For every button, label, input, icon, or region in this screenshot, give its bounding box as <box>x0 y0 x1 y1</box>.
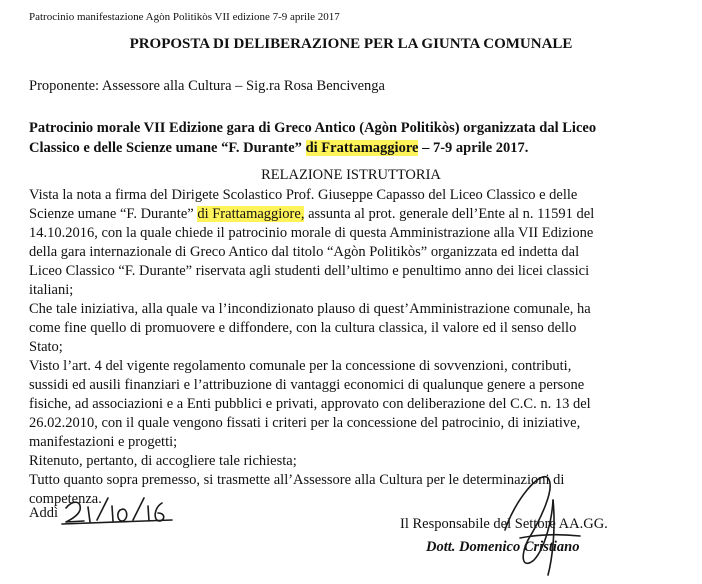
signature-name: Dott. Domenico Cristiano <box>426 539 580 555</box>
proponent-line: Proponente: Assessore alla Cultura – Sig.ra Rosa Bencivenga <box>29 78 385 94</box>
signature-scrawl <box>505 477 580 575</box>
subject-highlight: di Frattamaggiore <box>305 140 419 156</box>
body-highlight: di Frattamaggiore, <box>197 206 305 222</box>
subject-line-2-text-a: Classico e delle Scienze umane “F. Durante” <box>29 140 306 156</box>
body-line-11: sussidi ed ausili finanziari e l’attribuzione di vantaggi economici di qualunque genere a persone <box>29 377 585 393</box>
subject-line-2-text-b: – 7-9 aprile 2017. <box>418 140 529 156</box>
body-line-9: Stato; <box>29 339 63 355</box>
body-line-17: competenza. <box>29 491 102 507</box>
body-line-8: come fine quello di promuovere e diffondere, con la cultura classica, il valore ed il senso dello <box>29 320 577 336</box>
date-label: Addì <box>29 505 58 521</box>
body-line-2-text-a: Scienze umane “F. Durante” <box>29 206 198 222</box>
body-line-15: Ritenuto, pertanto, di accogliere tale richiesta; <box>29 453 297 469</box>
body-line-3: 14.10.2016, con la quale chiede il patrocinio morale di questa Amministrazione alla VII Edizione <box>29 225 594 241</box>
body-line-7: Che tale iniziativa, alla quale va l’incondizionato plauso di quest’Amministrazione comunale, ha <box>29 301 591 317</box>
signature-role: Il Responsabile del Settore AA.GG. <box>400 516 608 532</box>
section-heading: RELAZIONE ISTRUTTORIA <box>261 167 441 183</box>
body-line-4: della gara internazionale di Greco Antico dal titolo “Agòn Politikòs” organizzata ed indetta dal <box>29 244 580 260</box>
body-line-1: Vista la nota a firma del Dirigete Scolastico Prof. Giuseppe Capasso del Liceo Classico e delle <box>29 187 578 203</box>
document-title: PROPOSTA DI DELIBERAZIONE PER LA GIUNTA COMUNALE <box>129 36 573 52</box>
subject-line-1: Patrocinio morale VII Edizione gara di Greco Antico (Agòn Politikòs) organizzata dal Liceo <box>29 120 597 136</box>
handwritten-date <box>62 498 172 524</box>
body-line-6: italiani; <box>29 282 74 298</box>
body-line-13: 26.02.2010, con il quale vengono fissati i criteri per la concessione del patrocinio, di iniziative, <box>29 415 581 431</box>
body-line-14: manifestazioni e progetti; <box>29 434 178 450</box>
body-line-5: Liceo Classico “F. Durante” riservata agli studenti dell’ultimo e penultimo anno dei licei classici <box>29 263 590 279</box>
body-line-2-text-b: assunta al prot. generale dell’Ente al n. 11591 del <box>304 206 595 222</box>
body-line-12: fisiche, ad associazioni e a Enti pubblici e privati, approvato con deliberazione del C.C. n. 13 del <box>29 396 591 412</box>
header-note: Patrocinio manifestazione Agòn Politikòs VII edizione 7-9 aprile 2017 <box>29 11 340 23</box>
body-line-10: Visto l’art. 4 del vigente regolamento comunale per la concessione di sovvenzioni, contributi, <box>29 358 572 374</box>
body-line-16: Tutto quanto sopra premesso, si trasmette all’Assessore alla Cultura per le determinazioni di <box>29 472 565 488</box>
